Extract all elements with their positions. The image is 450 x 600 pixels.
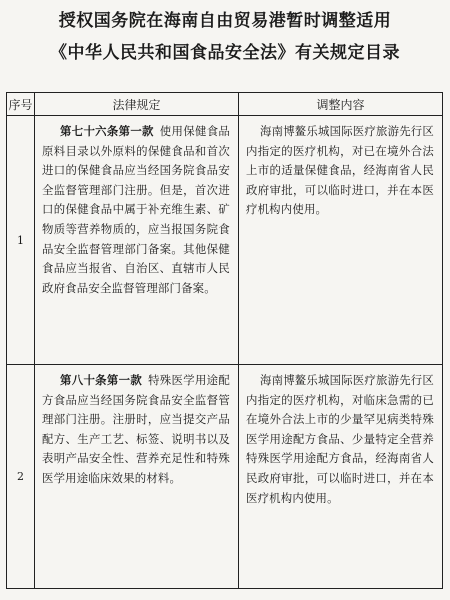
table-row xyxy=(7,365,443,589)
adjust-cell xyxy=(239,116,443,365)
law-text: 特殊医学用途配方食品应当经国务院食品安全监督管理部门注册。注册时，应当提交产品配方、生产工艺、标签、说明书以及表明产品安全性、营养充足性和特殊医学用途临床效果的材料。 xyxy=(42,373,230,485)
regulation-table xyxy=(6,92,443,589)
law-cell xyxy=(35,365,239,589)
adjust-cell xyxy=(239,365,443,589)
header-adjust: 调整内容 xyxy=(239,93,443,116)
row-number: 2 xyxy=(7,365,35,589)
table-row xyxy=(7,116,443,365)
document-title-line1: 授权国务院在海南自由贸易港暂时调整适用 xyxy=(58,11,392,31)
article-label: 第八十条第一款 xyxy=(60,373,143,387)
document-title-line2: 《中华人民共和国食品安全法》有关规定目录 xyxy=(50,43,400,63)
article-label: 第七十六条第一款 xyxy=(60,124,154,138)
adjust-text: 海南博鳌乐城国际医疗旅游先行区内指定的医疗机构，对已在境外合法上市的适量保健食品，经海南省人民政府审批，可以临时进口，并在本医疗机构内使用。 xyxy=(246,124,434,217)
header-num: 序号 xyxy=(7,93,35,116)
law-cell xyxy=(35,116,239,365)
table-header-row xyxy=(7,93,443,116)
adjust-text: 海南博鳌乐城国际医疗旅游先行区内指定的医疗机构，对临床急需的已在境外合法上市的少量罕见病类特殊医学用途配方食品、少量特定全营养特殊医学用途配方食品，经海南省人民政府审批，可以临时进口，并在本医疗机构内使用。 xyxy=(246,373,434,505)
law-text: 使用保健食品原料目录以外原料的保健食品和首次进口的保健食品应当经国务院食品安全监督管理部门注册。但是，首次进口的保健食品中属于补充维生素、矿物质等营养物质的，应当报国务院食品安全监督管理部门备案。其他保健食品应当报省、自治区、直辖市人民政府食品安全监督管理部门备案。 xyxy=(42,124,231,295)
header-law: 法律规定 xyxy=(35,93,239,116)
row-number: 1 xyxy=(7,116,35,365)
